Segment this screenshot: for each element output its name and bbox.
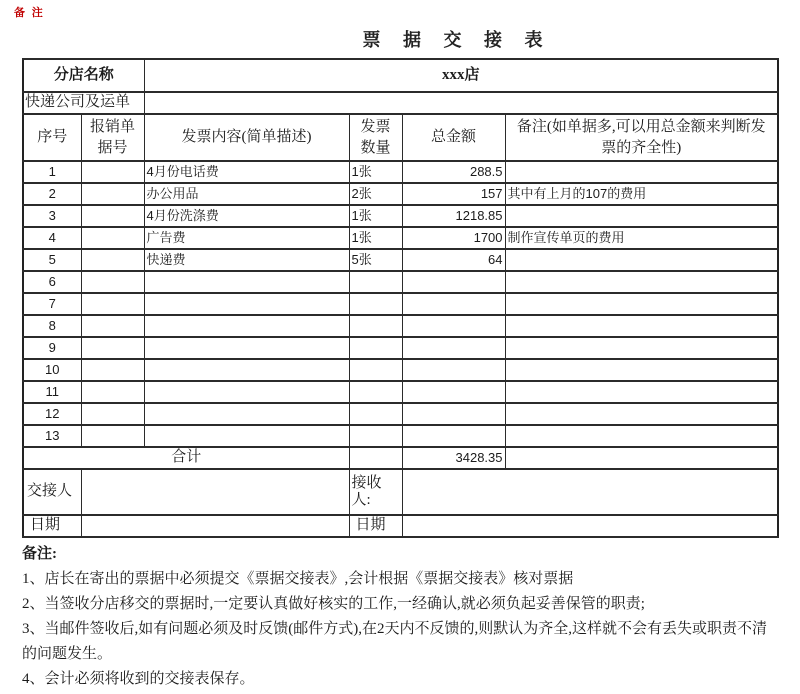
page-title: 票 据 交 接 表	[362, 30, 552, 50]
cell-serial: 1	[23, 161, 81, 183]
cell-serial: 2	[23, 183, 81, 205]
cell-count	[349, 381, 402, 403]
cell-receipt-no	[81, 425, 144, 447]
total-row	[23, 447, 778, 469]
cell-remark	[505, 315, 778, 337]
cell-remark: 其中有上月的107的费用	[505, 183, 778, 205]
cell-count: 1张	[349, 205, 402, 227]
courier-label: 快递公司及运单	[23, 92, 144, 114]
handover-date-value	[81, 515, 349, 537]
cell-count	[349, 293, 402, 315]
cell-remark	[505, 337, 778, 359]
col-header-receipt-no: 报销单据号	[81, 114, 144, 161]
cell-receipt-no	[81, 183, 144, 205]
date-row	[23, 515, 778, 537]
cell-serial: 9	[23, 337, 81, 359]
table-row	[23, 205, 778, 227]
cell-amount	[402, 293, 505, 315]
col-header-serial: 序号	[23, 114, 81, 161]
cell-content	[144, 271, 349, 293]
cell-serial: 7	[23, 293, 81, 315]
cell-content	[144, 337, 349, 359]
cell-serial: 12	[23, 403, 81, 425]
cell-remark: 制作宣传单页的费用	[505, 227, 778, 249]
cell-content: 4月份洗涤费	[144, 205, 349, 227]
table-row	[23, 337, 778, 359]
cell-serial: 3	[23, 205, 81, 227]
handover-table	[22, 58, 779, 538]
total-remark	[505, 447, 778, 469]
col-header-remark: 备注(如单据多,可以用总金额来判断发票的齐全性)	[505, 114, 778, 161]
cell-serial: 8	[23, 315, 81, 337]
cell-amount: 64	[402, 249, 505, 271]
cell-remark	[505, 161, 778, 183]
courier-value	[144, 92, 778, 114]
cell-content	[144, 425, 349, 447]
cell-content	[144, 403, 349, 425]
cell-count: 2张	[349, 183, 402, 205]
cell-remark	[505, 205, 778, 227]
table-row	[23, 403, 778, 425]
cell-count: 1张	[349, 161, 402, 183]
col-header-content: 发票内容(简单描述)	[144, 114, 349, 161]
table-row	[23, 183, 778, 205]
col-header-count: 发票数量	[349, 114, 402, 161]
notes-section	[22, 542, 778, 692]
table-row	[23, 359, 778, 381]
receiver-date-value	[402, 515, 778, 537]
table-row	[23, 249, 778, 271]
cell-receipt-no	[81, 293, 144, 315]
cell-content	[144, 315, 349, 337]
handover-date-label: 日期	[23, 515, 81, 537]
cell-remark	[505, 293, 778, 315]
col-header-amount: 总金额	[402, 114, 505, 161]
cell-count	[349, 315, 402, 337]
cell-remark	[505, 249, 778, 271]
table-row	[23, 381, 778, 403]
note-item-1: 1、店长在寄出的票据中必须提交《票据交接表》,会计根据《票据交接表》核对票据	[22, 571, 574, 587]
receiver-label: 接收人:	[349, 469, 402, 515]
store-name-value: xxx店	[144, 59, 778, 92]
cell-amount: 1700	[402, 227, 505, 249]
cell-receipt-no	[81, 403, 144, 425]
cell-serial: 10	[23, 359, 81, 381]
cell-content: 快递费	[144, 249, 349, 271]
total-label: 合计	[23, 447, 349, 469]
cell-amount	[402, 425, 505, 447]
cell-count	[349, 271, 402, 293]
cell-amount: 288.5	[402, 161, 505, 183]
cell-serial: 13	[23, 425, 81, 447]
cell-content	[144, 381, 349, 403]
table-row	[23, 161, 778, 183]
table-row	[23, 227, 778, 249]
cell-remark	[505, 403, 778, 425]
cell-receipt-no	[81, 161, 144, 183]
cell-receipt-no	[81, 205, 144, 227]
note-item-3: 3、当邮件签收后,如有问题必须及时反馈(邮件方式),在2天内不反馈的,则默认为齐全,这样就不会有丢失或职责不清的问题发生。	[22, 621, 767, 662]
receiver-value	[402, 469, 778, 515]
cell-receipt-no	[81, 227, 144, 249]
cell-remark	[505, 425, 778, 447]
cell-content	[144, 359, 349, 381]
courier-row	[23, 92, 778, 114]
cell-serial: 5	[23, 249, 81, 271]
cell-content: 广告费	[144, 227, 349, 249]
table-row	[23, 315, 778, 337]
cell-count	[349, 425, 402, 447]
cell-content: 办公用品	[144, 183, 349, 205]
cell-receipt-no	[81, 337, 144, 359]
table-row	[23, 425, 778, 447]
handover-person-value	[81, 469, 349, 515]
cell-receipt-no	[81, 315, 144, 337]
cell-count	[349, 359, 402, 381]
cell-amount	[402, 315, 505, 337]
cell-amount	[402, 403, 505, 425]
cell-amount	[402, 359, 505, 381]
cell-content	[144, 293, 349, 315]
cell-remark	[505, 359, 778, 381]
cell-count	[349, 403, 402, 425]
total-count	[349, 447, 402, 469]
cell-remark	[505, 271, 778, 293]
cell-amount	[402, 271, 505, 293]
cell-serial: 11	[23, 381, 81, 403]
cell-serial: 6	[23, 271, 81, 293]
cell-content: 4月份电话费	[144, 161, 349, 183]
cell-receipt-no	[81, 271, 144, 293]
cell-amount	[402, 337, 505, 359]
cell-amount: 157	[402, 183, 505, 205]
note-item-4: 4、会计必须将收到的交接表保存。	[22, 671, 255, 687]
handover-person-label: 交接人	[23, 469, 81, 515]
total-amount: 3428.35	[402, 447, 505, 469]
store-name-row	[23, 59, 778, 92]
signature-row	[23, 469, 778, 515]
cell-count: 1张	[349, 227, 402, 249]
notes-heading: 备注:	[22, 546, 57, 562]
cell-count	[349, 337, 402, 359]
receiver-date-label: 日期	[349, 515, 402, 537]
cell-amount: 1218.85	[402, 205, 505, 227]
cell-serial: 4	[23, 227, 81, 249]
corner-note-label: 备 注	[14, 7, 45, 19]
store-name-label: 分店名称	[23, 59, 144, 92]
cell-receipt-no	[81, 249, 144, 271]
cell-remark	[505, 381, 778, 403]
cell-amount	[402, 381, 505, 403]
table-row	[23, 271, 778, 293]
header-row	[23, 114, 778, 161]
cell-count: 5张	[349, 249, 402, 271]
note-item-2: 2、当签收分店移交的票据时,一定要认真做好核实的工作,一经确认,就必须负起妥善保管的职责;	[22, 596, 645, 612]
cell-receipt-no	[81, 359, 144, 381]
cell-receipt-no	[81, 381, 144, 403]
table-row	[23, 293, 778, 315]
